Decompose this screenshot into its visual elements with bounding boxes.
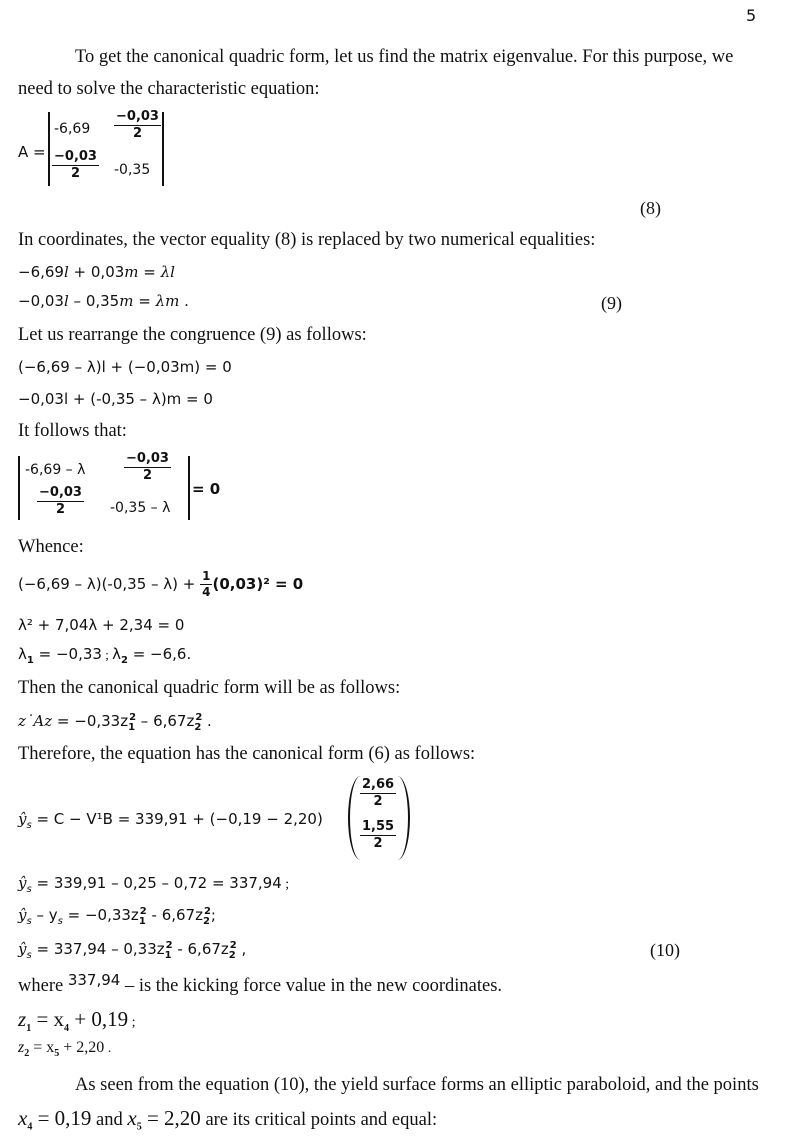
z1-tail: + 0,19 [69,1007,129,1031]
z2-end: . [104,1041,112,1056]
equation-label-9: (9) [601,293,622,313]
eq9-l2-rhs: λm [155,292,180,310]
ys-v1-den: 2 [373,794,383,810]
ys-vector [348,776,410,860]
matrix-a11: -6,69 [54,121,91,137]
canonical-end: . [202,712,212,730]
z1-rhs-sub: 4 [64,1023,70,1035]
canonical-term1: = −0,33z [52,712,129,730]
ys-sub: s [26,820,32,831]
equation-9-line2 [18,292,189,310]
x4-sub: 4 [27,1121,33,1133]
z2-rhs-sub: 5 [54,1048,60,1060]
where-value: 337,94 [67,971,121,989]
ys-v2-den: 2 [373,836,383,852]
paragraph-intro-line1: To get the canonical quadric form, let us find the matrix eigenvalue. For this purpose, we [75,47,734,67]
z2-rhs: = x [29,1039,55,1056]
ys-hat: ŷ [18,810,27,828]
paragraph-as-seen: As seen from the equation (10), the yield surface forms an elliptic paraboloid, and the points [75,1075,759,1095]
page-number: 5 [746,6,757,25]
ys-vector-entry1 [360,778,396,810]
eq9-l1-coef2: + 0,03 [68,263,125,281]
eq9-l2-coef2: – 0,35 [68,292,120,310]
det-a21 [37,486,84,518]
ys-v1-num: 2,66 [360,778,396,794]
x4-var: x [18,1106,28,1130]
where-line [18,971,503,997]
det-a12-den: 2 [142,468,152,484]
eq9-l1-equals: = [138,263,161,281]
ys-line1-end: ; [281,877,290,892]
paragraph-therefore: Therefore, the equation has the canonical form (6) as follows: [18,744,476,764]
char-eq-quarter [200,570,212,599]
ys-line3-b: - 6,67z [172,940,229,958]
canonical-lhs: z˙Az [18,712,53,730]
z1-end: ; [128,1015,136,1030]
eq9-l1-coef1: −6,69 [18,263,64,281]
matrix-a21 [52,150,99,182]
lambda2-value: = −6,6. [127,645,192,663]
eq9-l1-rhs: λl [160,263,175,281]
matrix-a21-num: −0,03 [52,150,99,166]
det-a22: -0,35 – λ [110,500,171,516]
x4-value: = 0,19 [32,1106,92,1130]
char-eq-frac-den: 4 [202,585,211,600]
where-post: – is the kicking force value in the new coordinates. [120,976,503,996]
ys-line3-text: = 337,94 – 0,33z [36,940,165,958]
z1-var: z [18,1007,27,1031]
quadratic-equation: λ² + 7,04λ + 2,34 = 0 [18,616,185,634]
det-a11: -6,69 – λ [25,462,86,478]
ys-line1: $ŷ_s = 339,91 - 0,25 - 0,72 = 337,94$ ; [18,874,290,895]
ys-equation [18,810,323,831]
z1-rhs: = x [31,1007,65,1031]
matrix-a12-den: 2 [132,126,142,142]
canonical-term2: – 6,67z [136,712,195,730]
z2-var: z [18,1039,25,1056]
matrix-label: A = [18,143,46,161]
paragraph-intro-line2: need to solve the characteristic equation: [18,79,320,99]
x5-value: = 2,20 [141,1106,201,1130]
det-a21-den: 2 [55,502,65,518]
characteristic-equation [18,570,303,599]
lambda2-sub: 2 [120,655,128,666]
det-a12-num: −0,03 [124,452,171,468]
matrix-a21-den: 2 [70,166,80,182]
eq9-l1-var2: m [124,263,139,281]
paragraph-coordinates: In coordinates, the vector equality (8) is replaced by two numerical equalities: [18,230,596,250]
ys-line1-text: = 339,91 – 0,25 – 0,72 = 337,94 [36,874,282,892]
eq9-l2-var1: l [63,292,69,310]
lambda1-sub: 1 [26,655,34,666]
x5-sub: 5 [136,1121,142,1133]
paragraph-it-follows: It follows that: [18,421,127,441]
ys-line2-text: – y [36,906,58,924]
char-eq-rest: (0,03)² = 0 [212,575,304,594]
ys-middle: = C − V¹B = 339,91 + (−0,19 − 2,20) [31,810,323,828]
paragraph-whence: Whence: [18,537,84,557]
ys-line3: $ŷ_s = 337,94 - 0,33z_1^2 - 6,67z_2^2$ , [18,940,247,961]
char-eq-frac-num: 1 [200,570,212,585]
canonical-form: z˙Az = $-0,33z_1^2 - 6,67z_2^2$ . [18,712,212,733]
lambda2: λ [112,645,121,663]
ys-v2-num: 1,55 [360,820,396,836]
ys-line2-end: ; [210,906,216,924]
rearranged-line1: (−6,69 – λ)l + (−0,03m) = 0 [18,358,232,376]
matrix-a [48,109,164,186]
x5-var: x [127,1106,137,1130]
matrix-a12 [114,110,161,142]
where-pre: where [18,976,68,996]
matrix-a12-num: −0,03 [114,110,161,126]
determinant-equation [18,451,190,520]
eq9-l1-var1: l [63,263,69,281]
det-a21-num: −0,03 [37,486,84,502]
substitution-z1 [18,1007,136,1034]
equation-9-line1 [18,263,175,281]
z2-sub: 2 [24,1048,30,1060]
ys-line2: $ŷ_s - y_s = -0,33z_1^2 - 6,67z_2^2$; [18,906,216,927]
substitution-z2 [18,1039,111,1059]
lambda1-value: = −0,33 [33,645,102,663]
equation-label-10: (10) [650,940,680,960]
ys-line2-rhs: = −0,33z [62,906,139,924]
equation-label-8: (8) [640,198,661,218]
ys-line3-end: , [236,940,247,958]
z1-sub: 1 [26,1023,32,1035]
det-a12 [124,452,171,484]
and-word: and [91,1110,128,1130]
critical-post: are its critical points and equal: [200,1110,438,1130]
eq9-l2-equals: = [133,292,156,310]
eq9-l2-coef1: −0,03 [18,292,64,310]
eq9-l2-end: . [179,292,189,310]
roots-separator: ; [101,647,113,662]
matrix-a22: -0,35 [114,162,151,178]
ys-line2-rhs-b: - 6,67z [146,906,203,924]
paragraph-rearrange: Let us rearrange the congruence (9) as follows: [18,325,367,345]
eq9-l2-var2: m [119,292,134,310]
ys-vector-entry2 [360,820,396,852]
eigenvalue-roots [18,645,191,666]
det-rhs: = 0 [192,480,221,498]
z2-tail: + 2,20 [59,1039,105,1056]
lambda1: λ [18,645,27,663]
rearranged-line2: −0,03l + (-0,35 – λ)m = 0 [18,390,213,408]
paragraph-then: Then the canonical quadric form will be as follows: [18,678,401,698]
critical-points-line [18,1106,437,1133]
char-eq-lhs: (−6,69 – λ)(-0,35 – λ) + [18,575,201,594]
